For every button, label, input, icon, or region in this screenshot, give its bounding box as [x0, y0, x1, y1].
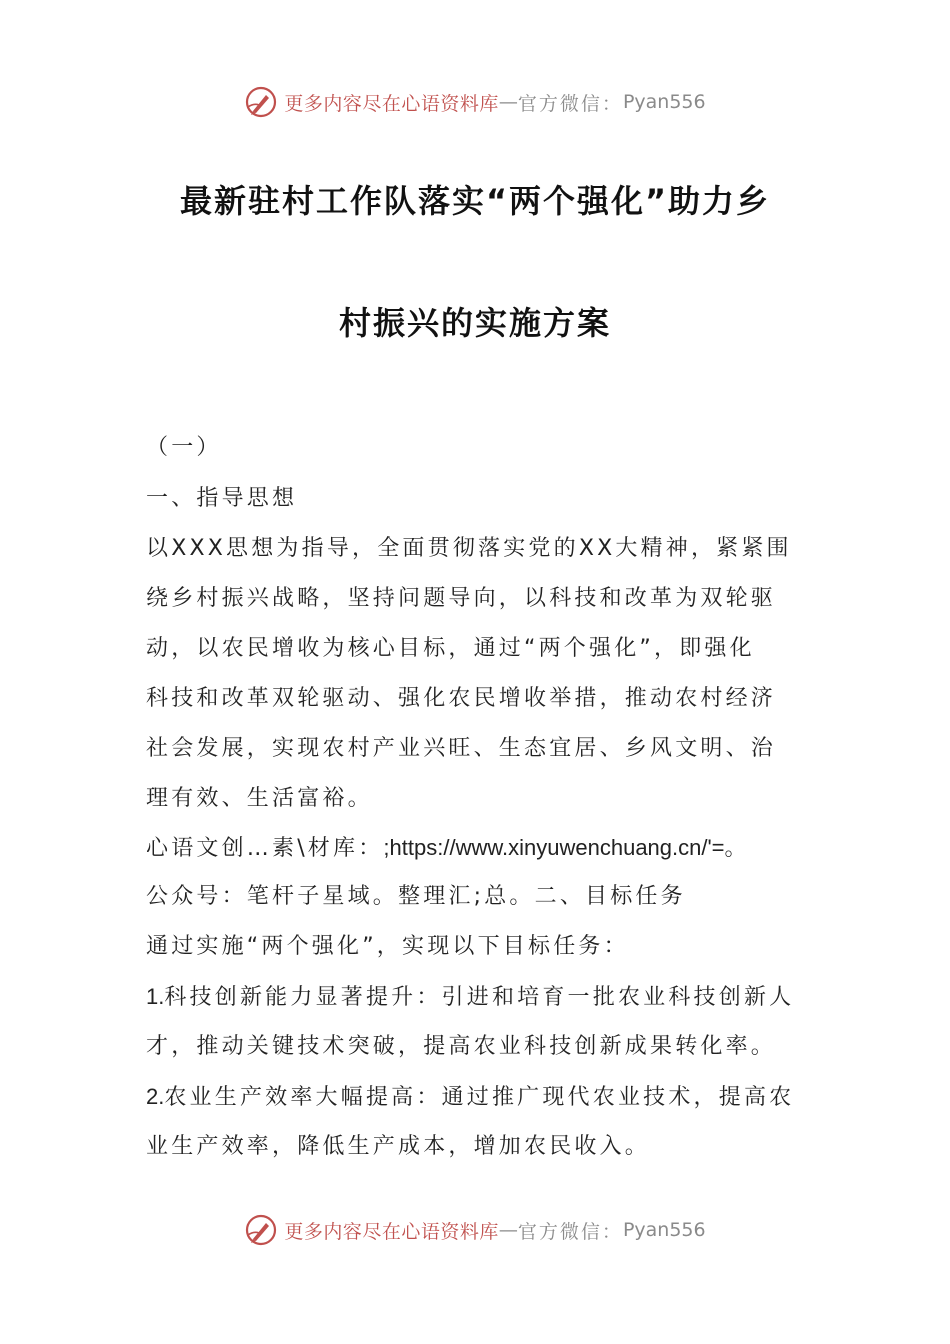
list-item-text: 农业生产效率大幅提高：通过推广现代农业技术，提高农 — [164, 1085, 795, 1110]
heading-guiding-ideology: 一、指导思想 — [146, 486, 298, 511]
list-item-number: 2. — [146, 1084, 165, 1109]
list-item-number: 1. — [146, 984, 165, 1009]
watermark-wechat-id: Pyan556 — [622, 1219, 706, 1241]
paragraph-line: 动，以农民增收为核心目标，通过“两个强化”，即强化 — [146, 636, 755, 661]
watermark-separator: — — [498, 1219, 518, 1241]
source-line — [146, 833, 811, 864]
watermark-text: 更多内容尽在心语资料库 — [284, 92, 499, 115]
watermark-wechat-id: Pyan556 — [622, 91, 706, 113]
watermark-wechat-label: 官方微信： — [517, 1220, 623, 1243]
list-item — [146, 1082, 811, 1113]
source-url: ;https://www.xinyuwenchuang.cn/'=。 — [383, 835, 747, 860]
paragraph-line: 以XXX思想为指导，全面贯彻落实党的XX大精神，紧紧围 — [146, 536, 792, 561]
document-title-line-1: 最新驻村工作队落实“两个强化”助力乡 — [179, 182, 771, 220]
paragraph-line: 社会发展，实现农村产业兴旺、生态宜居、乡风文明、治 — [146, 736, 777, 761]
list-item-continuation: 业生产效率，降低生产成本，增加农民收入。 — [146, 1134, 651, 1159]
source-line-2: 公众号：笔杆子星域。整理汇;总。二、目标任务 — [146, 884, 686, 909]
watermark-separator: — — [498, 91, 518, 113]
tasks-intro: 通过实施“两个强化”，实现以下目标任务： — [146, 934, 629, 959]
list-item-text: 科技创新能力显著提升：引进和培育一批农业科技创新人 — [164, 985, 795, 1010]
document-title-line-2: 村振兴的实施方案 — [338, 304, 611, 342]
watermark-text: 更多内容尽在心语资料库 — [284, 1220, 499, 1243]
list-item — [146, 982, 811, 1013]
source-prefix: 心语文创…素\材库： — [146, 836, 384, 861]
pen-logo-icon — [244, 85, 278, 119]
paragraph-line: 理有效、生活富裕。 — [146, 786, 373, 811]
pen-logo-icon — [244, 1213, 278, 1247]
header-watermark — [0, 82, 950, 122]
footer-watermark — [0, 1210, 950, 1250]
paragraph-line: 绕乡村振兴战略，坚持问题导向，以科技和改革为双轮驱 — [146, 586, 777, 611]
section-number: （一） — [146, 435, 222, 460]
paragraph-line: 科技和改革双轮驱动、强化农民增收举措，推动农村经济 — [146, 686, 777, 711]
watermark-wechat-label: 官方微信： — [517, 92, 623, 115]
list-item-continuation: 才，推动关键技术突破，提高农业科技创新成果转化率。 — [146, 1034, 777, 1059]
